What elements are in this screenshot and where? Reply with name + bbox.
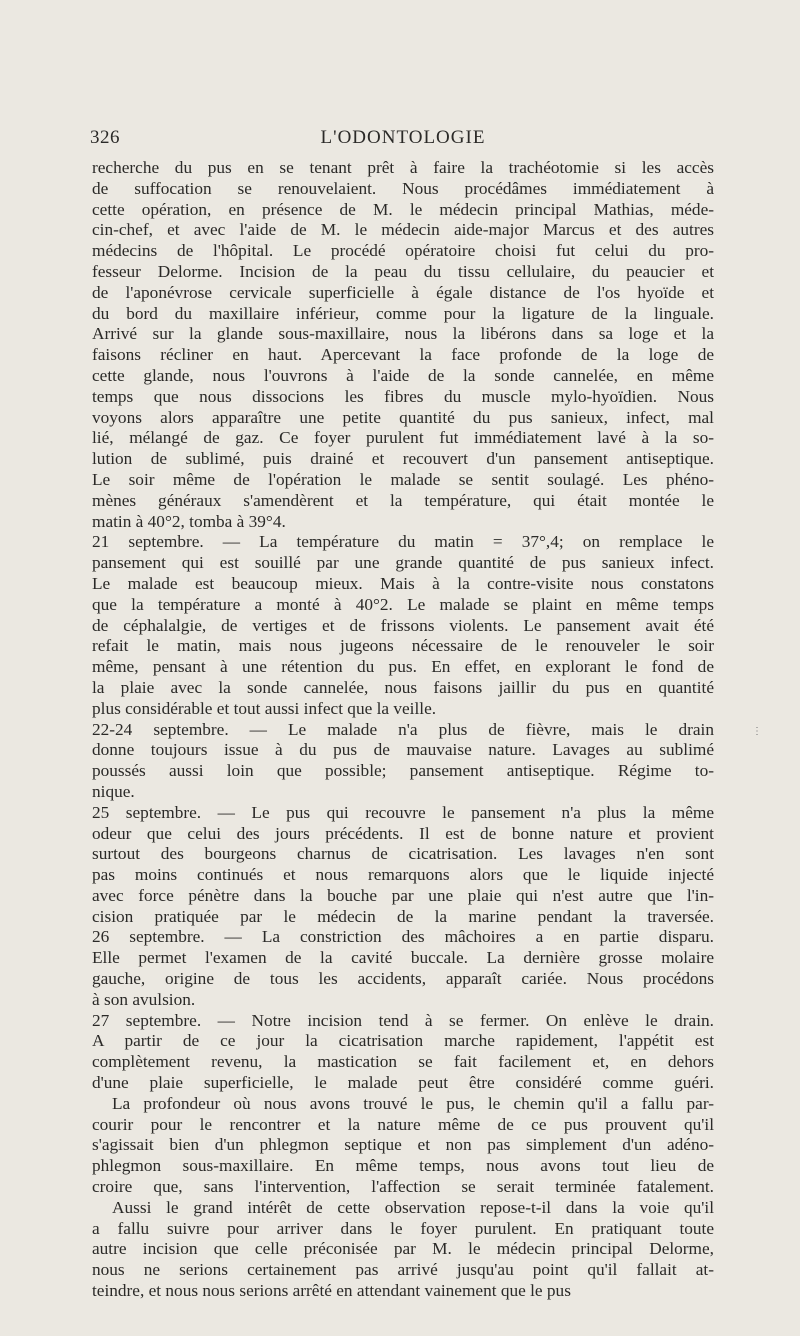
text-line: 21 septembre. — La température du matin = 37°,4; on remplace le bbox=[92, 532, 714, 552]
text-line: lution de sublimé, puis drainé et recouvert d'un pansement antiseptique. bbox=[92, 449, 714, 469]
text-line: croire que, sans l'intervention, l'affection se serait terminée fatalement. bbox=[92, 1177, 714, 1197]
text-line: fesseur Delorme. Incision de la peau du tissu cellulaire, du peaucier et bbox=[92, 261, 714, 281]
text-line: Le malade est beaucoup mieux. Mais à la contre-visite nous constatons bbox=[92, 573, 714, 593]
page-number: 326 bbox=[90, 127, 120, 148]
text-line: nous ne serions certainement pas arrivé jusqu'au point qu'il fallait at- bbox=[92, 1260, 714, 1280]
text-line: médecins de l'hôpital. Le procédé opératoire choisi fut celui du pro- bbox=[92, 241, 714, 261]
text-line: odeur que celui des jours précédents. Il est de bonne nature et provient bbox=[92, 823, 714, 843]
text-line: de céphalalgie, de vertiges et de frissons violents. Le pansement avait été bbox=[92, 615, 714, 635]
running-title: L'ODONTOLOGIE bbox=[320, 127, 486, 148]
text-line: voyons alors apparaître une petite quantité du pus sanieux, infect, mal bbox=[92, 407, 714, 427]
text-line: teindre, et nous nous serions arrêté en attendant vainement que le pus bbox=[92, 1281, 571, 1301]
text-line: avec force pénètre dans la bouche par une plaie qui n'est autre que l'in- bbox=[92, 885, 714, 905]
text-line: 26 septembre. — La constriction des mâchoires a en partie disparu. bbox=[92, 927, 714, 947]
text-line: cin-chef, et avec l'aide de M. le médecin aide-major Marcus et des autres bbox=[92, 220, 714, 240]
text-line: courir pour le rencontrer et la nature même de ce pus prouvent qu'il bbox=[92, 1114, 714, 1134]
text-line: A partir de ce jour la cicatrisation marche rapidement, l'appétit est bbox=[92, 1031, 714, 1051]
text-line: recherche du pus en se tenant prêt à faire la trachéotomie si les accès bbox=[92, 158, 714, 177]
text-line: même, pensant à une rétention du pus. En effet, en explorant le fond de bbox=[92, 657, 714, 677]
text-line: 22-24 septembre. — Le malade n'a plus de fièvre, mais le drain bbox=[92, 719, 714, 739]
text-line: cette glande, nous l'ouvrons à l'aide de la sonde cannelée, en même bbox=[92, 365, 714, 385]
text-line: que la température a monté à 40°2. Le malade se plaint en même temps bbox=[92, 594, 714, 614]
text-line: refait le matin, mais nous jugeons nécessaire de le renouveler le soir bbox=[92, 636, 714, 656]
text-line: cision pratiquée par le médecin de la marine pendant la traversée. bbox=[92, 906, 714, 926]
text-line: pas moins continués et nous remarquons alors que le liquide injecté bbox=[92, 865, 714, 885]
text-line: donne toujours issue à du pus de mauvaise nature. Lavages au sublimé bbox=[92, 740, 714, 760]
text-line: matin à 40°2, tomba à 39°4. bbox=[92, 511, 286, 531]
text-line: pansement qui est souillé par une grande quantité de pus sanieux infect. bbox=[92, 553, 714, 573]
margin-mark: ⋮ bbox=[752, 726, 762, 737]
text-line: plus considérable et tout aussi infect que la veille. bbox=[92, 698, 437, 718]
text-line: d'une plaie superficielle, le malade peut être considéré comme guéri. bbox=[92, 1073, 714, 1093]
text-line: de suffocation se renouvelaient. Nous procédâmes immédiatement à bbox=[92, 178, 714, 198]
text-line: 25 septembre. — Le pus qui recouvre le pansement n'a plus la même bbox=[92, 802, 714, 822]
text-line: cette opération, en présence de M. le médecin principal Mathias, méde- bbox=[92, 199, 714, 219]
text-line: a fallu suivre pour arriver dans le foyer purulent. En pratiquant toute bbox=[92, 1218, 714, 1238]
text-line: autre incision que celle préconisée par M. le médecin principal Delorme, bbox=[92, 1239, 714, 1259]
text-line: La profondeur où nous avons trouvé le pus, le chemin qu'il a fallu par- bbox=[112, 1093, 714, 1113]
text-line: gauche, origine de tous les accidents, apparaît cariée. Nous procédons bbox=[92, 969, 714, 989]
text-line: 27 septembre. — Notre incision tend à se fermer. On enlève le drain. bbox=[92, 1010, 714, 1030]
text-line: la plaie avec la sonde cannelée, nous faisons jaillir du pus en quantité bbox=[92, 677, 714, 697]
page-header bbox=[90, 127, 716, 153]
text-line: à son avulsion. bbox=[92, 989, 196, 1009]
text-line: du bord du maxillaire inférieur, comme pour la ligature de la linguale. bbox=[92, 303, 714, 323]
text-line: mènes généraux s'amendèrent et la température, qui était montée le bbox=[92, 490, 714, 510]
text-line: phlegmon sous-maxillaire. En même temps, nous avons tout lieu de bbox=[92, 1156, 714, 1176]
text-line: lié, mélangé de gaz. Ce foyer purulent fut immédiatement lavé à la so- bbox=[92, 428, 714, 448]
text-line: s'agissait bien d'un phlegmon septique et non pas simplement d'un adéno- bbox=[92, 1135, 714, 1155]
text-line: Elle permet l'examen de la cavité buccale. La dernière grosse molaire bbox=[92, 948, 714, 968]
text-line: faisons récliner en haut. Apercevant la face profonde de la loge de bbox=[92, 345, 714, 365]
text-line: Le soir même de l'opération le malade se sentit soulagé. Les phéno- bbox=[92, 469, 714, 489]
text-line: Arrivé sur la glande sous-maxillaire, nous la libérons dans sa loge et la bbox=[92, 324, 714, 344]
text-line: de l'aponévrose cervicale superficielle à égale distance de l'os hyoïde et bbox=[92, 282, 714, 302]
text-line: Aussi le grand intérêt de cette observation repose-t-il dans la voie qu'il bbox=[112, 1197, 714, 1217]
text-line: temps que nous dissocions les fibres du muscle mylo-hyoïdien. Nous bbox=[92, 386, 714, 406]
text-line: complètement revenu, la mastication se fait facilement et, en dehors bbox=[92, 1052, 714, 1072]
text-line: poussés aussi loin que possible; pansement antiseptique. Régime to- bbox=[92, 761, 714, 781]
body-text bbox=[92, 158, 714, 1302]
text-line: nique. bbox=[92, 781, 135, 801]
text-line: surtout des bourgeons charnus de cicatrisation. Les lavages n'en sont bbox=[92, 844, 714, 864]
